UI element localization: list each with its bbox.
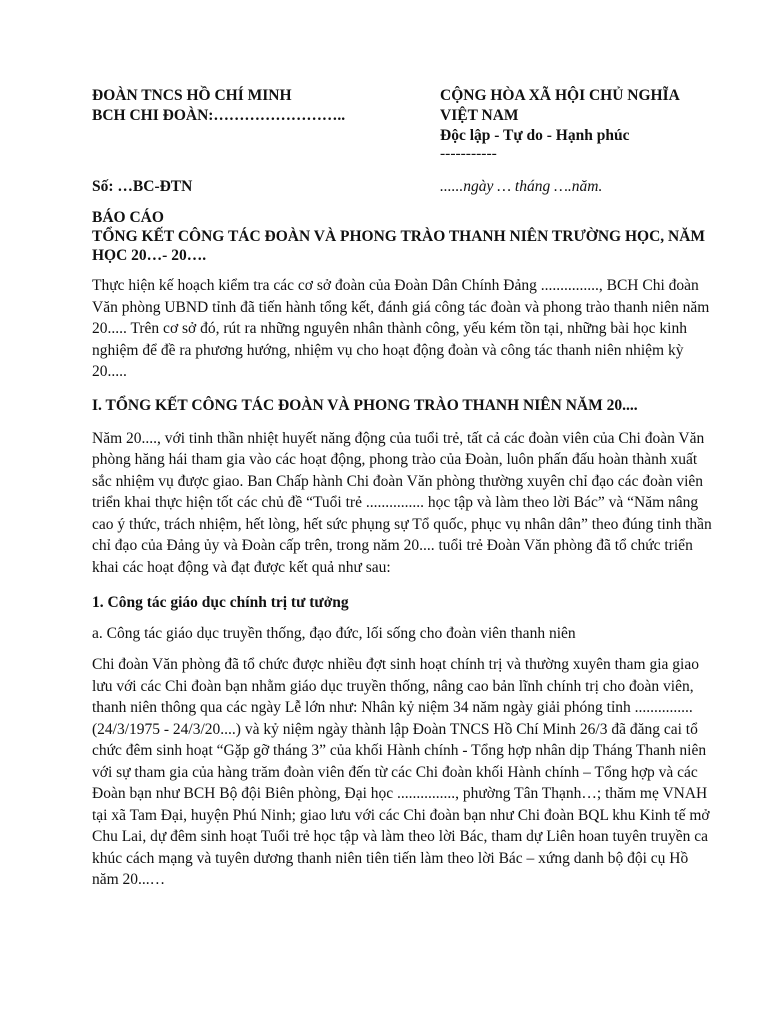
document-date: ......ngày … tháng ….năm. — [440, 178, 603, 195]
document-number: Số: …BC-ĐTN — [92, 178, 193, 195]
document-header — [92, 86, 712, 206]
subsection-body-paragraph: Chi đoàn Văn phòng đã tổ chức được nhiều đợt sinh hoạt chính trị và thường xuyên tham gia giao lưu với các Chi đoàn bạn nhằm giáo dục truyền thống, nâng cao bản lĩnh chính trị cho đoàn viên, thanh niên thông qua các ngày Lễ lớn như: Nhân kỷ niệm 34 năm ngày giải phóng tỉnh ............... (24/3/1975 - 24/3/20....) và kỷ niệm ngày thành lập Đoàn TNCS Hồ Chí Minh 26/3 đã đăng cai tổ chức đêm sinh hoạt “Gặp gỡ tháng 3” của khối Hành chính - Tổng hợp nhân dịp Tháng Thanh niên với sự tham gia của hàng trăm đoàn viên đến từ các Chi đoàn khối Hành chính – Tổng hợp và các Đoàn bạn như BCH Bộ đội Biên phòng, Đại học ..............., phường Tân Thạnh…; thăm mẹ VNAH tại xã Tam Đại, huyện Phú Ninh; giao lưu với các Chi đoàn bạn như Chi đoàn BQL khu Kinh tế mở Chu Lai, dự đêm sinh hoạt Tuổi trẻ học tập và làm theo lời Bác, tham dự Liên hoan tuyên truyền ca khúc cách mạng và tuyên dương thanh niên tiên tiến làm theo lời Bác – xứng danh bộ đội cụ Hồ năm 20...… — [92, 656, 710, 888]
organization-block — [92, 86, 422, 126]
organization-name: ĐOÀN TNCS HỒ CHÍ MINH — [92, 87, 292, 104]
section-heading: I. TỔNG KẾT CÔNG TÁC ĐOÀN VÀ PHONG TRÀO THANH NIÊN NĂM 20.... — [92, 396, 638, 414]
motto-divider: ----------- — [440, 145, 497, 162]
document-page — [92, 86, 712, 891]
intro-paragraph: Thực hiện kế hoạch kiểm tra các cơ sở đoàn của Đoàn Dân Chính Đảng ..............., BCH Chi đoàn Văn phòng UBND tỉnh đã tiến hành tổng kết, đánh giá công tác đoàn và phong trào thanh niên năm 20..... Trên cơ sở đó, rút ra những nguyên nhân thành công, yếu kém tồn tại, những bài học kinh nghiệm để đề ra phương hướng, nhiệm vụ cho hoạt động đoàn và công tác thanh niên nhiệm kỳ 20..... — [92, 277, 710, 380]
report-title-line1: BÁO CÁO — [92, 209, 164, 226]
national-title: CỘNG HÒA XÃ HỘI CHỦ NGHĨA VIỆT NAM — [440, 87, 679, 124]
national-title-block — [440, 86, 720, 162]
report-title — [92, 208, 712, 265]
report-title-line2: TỔNG KẾT CÔNG TÁC ĐOÀN VÀ PHONG TRÀO THANH NIÊN TRƯỜNG HỌC, NĂM HỌC 20…- 20…. — [92, 228, 706, 264]
national-motto: Độc lập - Tự do - Hạnh phúc — [440, 127, 630, 144]
section-body-paragraph: Năm 20...., với tinh thần nhiệt huyết năng động của tuổi trẻ, tất cả các đoàn viên của Chi đoàn Văn phòng hăng hái tham gia vào các hoạt động, phong trào của Đoàn, luôn phấn đấu hoàn thành xuất sắc nhiệm vụ được giao. Ban Chấp hành Chi đoàn Văn phòng thường xuyên chỉ đạo các đoàn viên triển khai thực hiện tốt các chủ đề “Tuổi trẻ ............... học tập và làm theo lời Bác” và “Năm nâng cao ý thức, trách nhiệm, hết lòng, hết sức phụng sự Tổ quốc, phục vụ nhân dân” theo đúng tinh thần chỉ đạo của Đảng ủy và Đoàn cấp trên, trong năm 20.... tuổi trẻ Đoàn Văn phòng đã tổ chức triển khai các hoạt động và đạt được kết quả như sau: — [92, 429, 712, 576]
subsection-item-a: a. Công tác giáo dục truyền thống, đạo đức, lối sống cho đoàn viên thanh niên — [92, 625, 576, 642]
subsection-heading: 1. Công tác giáo dục chính trị tư tưởng — [92, 594, 349, 611]
reference-row — [92, 178, 712, 198]
branch-name: BCH CHI ĐOÀN:…………………….. — [92, 107, 346, 124]
